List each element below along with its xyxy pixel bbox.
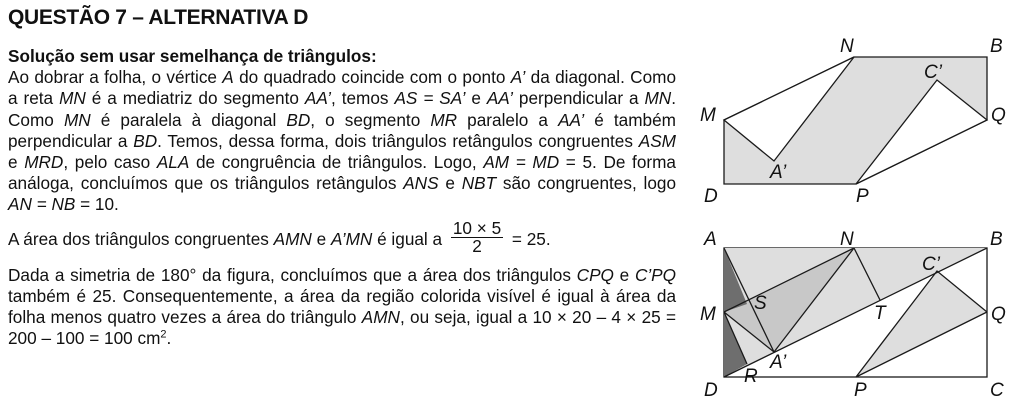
label-bottom-c-prime: C’ bbox=[922, 254, 940, 275]
area-fraction: $\frac{10 \times 5}{2}$ bbox=[452, 217, 502, 256]
label-bottom-a: A bbox=[704, 229, 717, 250]
paragraph-area: A área dos triângulos congruentes AMN e A’MN é igual a $\frac{10 \times 5}{2}$ = 25. bbox=[8, 217, 551, 256]
figure-full-rectangle bbox=[700, 229, 1006, 401]
label-bottom-m: M bbox=[700, 304, 716, 325]
solution-text bbox=[8, 46, 676, 349]
label-bottom-c: C bbox=[990, 380, 1004, 401]
label-bottom-q: Q bbox=[991, 304, 1006, 325]
label-top-m: M bbox=[700, 105, 716, 126]
label-bottom-d: D bbox=[704, 380, 718, 401]
paragraph-congruence: Ao dobrar a folha, o vértice A do quadrado coincide com o ponto A’ da diagonal. Como a reta MN é a mediatriz do segmento AA’, temos AS = SA’ e AA’ perpendicular a MN. Como MN é paralela à diagonal BD, o segmento MR paralelo a AA’ é também perpendicular a BD. Temos, dessa forma, dois triângulos retângulos congruentes ASM e MRD, pelo caso ALA de congruência de triângulos. Logo, AM = MD = 5. De forma análoga, concluímos que os triângulos retângulos ANS e NBT são congruentes, logo AN = NB = 10. bbox=[8, 67, 677, 215]
question-heading: QUESTÃO 7 – ALTERNATIVA D bbox=[8, 6, 309, 29]
label-bottom-b: B bbox=[990, 229, 1003, 250]
label-top-n: N bbox=[840, 36, 854, 57]
figure-folded-sheet bbox=[700, 36, 1006, 207]
label-bottom-r: R bbox=[744, 366, 758, 387]
label-bottom-t: T bbox=[874, 303, 886, 324]
geometry-figure bbox=[690, 30, 1024, 419]
label-top-b: B bbox=[990, 36, 1003, 57]
label-bottom-n: N bbox=[840, 229, 854, 250]
paragraph-conclusion: Dada a simetria de 180° da figura, concluímos que a área dos triângulos CPQ e C’PQ também é 25. Consequentemente, a área da região colorida visível é igual à área da folha menos quatro vezes a área do triângulo AMN, ou seja, igual a 10 × 20 – 4 × 25 = 200 – 100 = 100 $cm^2$. bbox=[8, 264, 677, 349]
solution-subtitle: Solução sem usar semelhança de triângulos: bbox=[8, 46, 377, 66]
label-bottom-a-prime: A’ bbox=[770, 352, 787, 373]
label-top-q: Q bbox=[991, 105, 1006, 126]
label-bottom-s: S bbox=[754, 293, 767, 314]
label-top-p: P bbox=[856, 186, 869, 207]
label-top-d: D bbox=[704, 186, 718, 207]
label-top-a-prime: A’ bbox=[770, 162, 787, 183]
label-bottom-p: P bbox=[854, 380, 867, 401]
label-top-c-prime: C’ bbox=[924, 62, 942, 83]
